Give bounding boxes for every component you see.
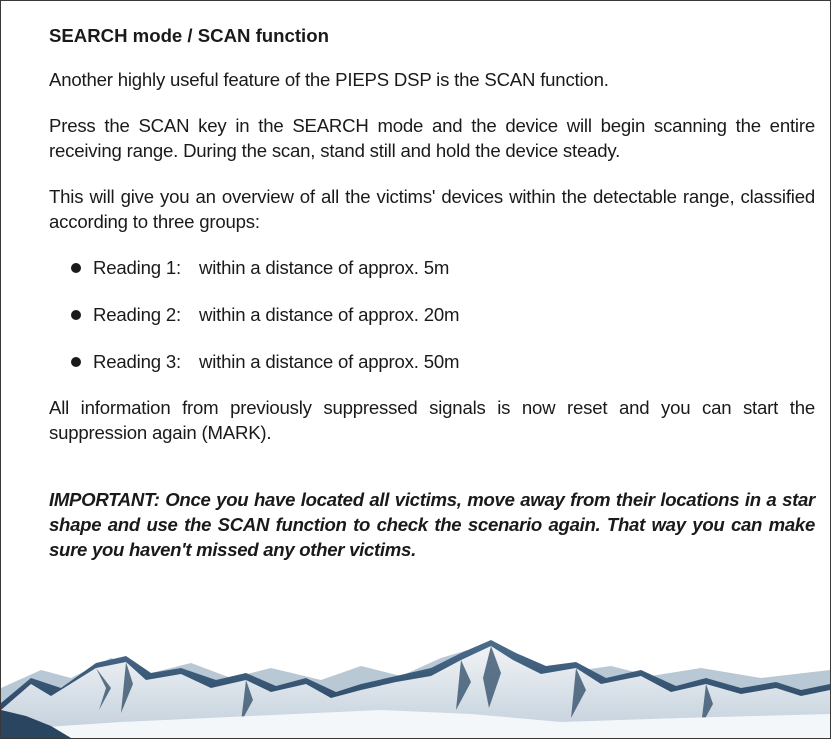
reading-text: within a distance of approx. 50m	[199, 351, 460, 372]
page-content	[49, 23, 815, 581]
important-notice: IMPORTANT: Once you have located all victims, move away from their locations in a star shape and use the SCAN function to check the scenario again. That way you can make sure you haven't missed any other victims.	[49, 489, 815, 560]
section-heading: SEARCH mode / SCAN function	[49, 25, 329, 46]
scan-instructions-paragraph: Press the SCAN key in the SEARCH mode and the device will begin scanning the entire receiving range. During the scan, stand still and hold the device steady.	[49, 115, 815, 161]
intro-paragraph: Another highly useful feature of the PIEPS DSP is the SCAN function.	[49, 69, 609, 90]
reading-label: Reading 1:	[93, 257, 181, 278]
bullet-icon	[71, 263, 81, 273]
reset-info-paragraph: All information from previously suppressed signals is now reset and you can start the suppression again (MARK).	[49, 397, 815, 443]
reading-label: Reading 2:	[93, 304, 181, 325]
reading-item	[49, 302, 815, 327]
bullet-icon	[71, 310, 81, 320]
reading-label: Reading 3:	[93, 351, 181, 372]
mountain-panorama-image	[1, 618, 830, 738]
reading-item	[49, 349, 815, 374]
reading-text: within a distance of approx. 20m	[199, 304, 460, 325]
reading-item	[49, 255, 815, 280]
reading-text: within a distance of approx. 5m	[199, 257, 450, 278]
readings-list	[49, 255, 815, 374]
overview-paragraph: This will give you an overview of all the victims' devices within the detectable range, classified according to three groups:	[49, 186, 815, 232]
bullet-icon	[71, 357, 81, 367]
